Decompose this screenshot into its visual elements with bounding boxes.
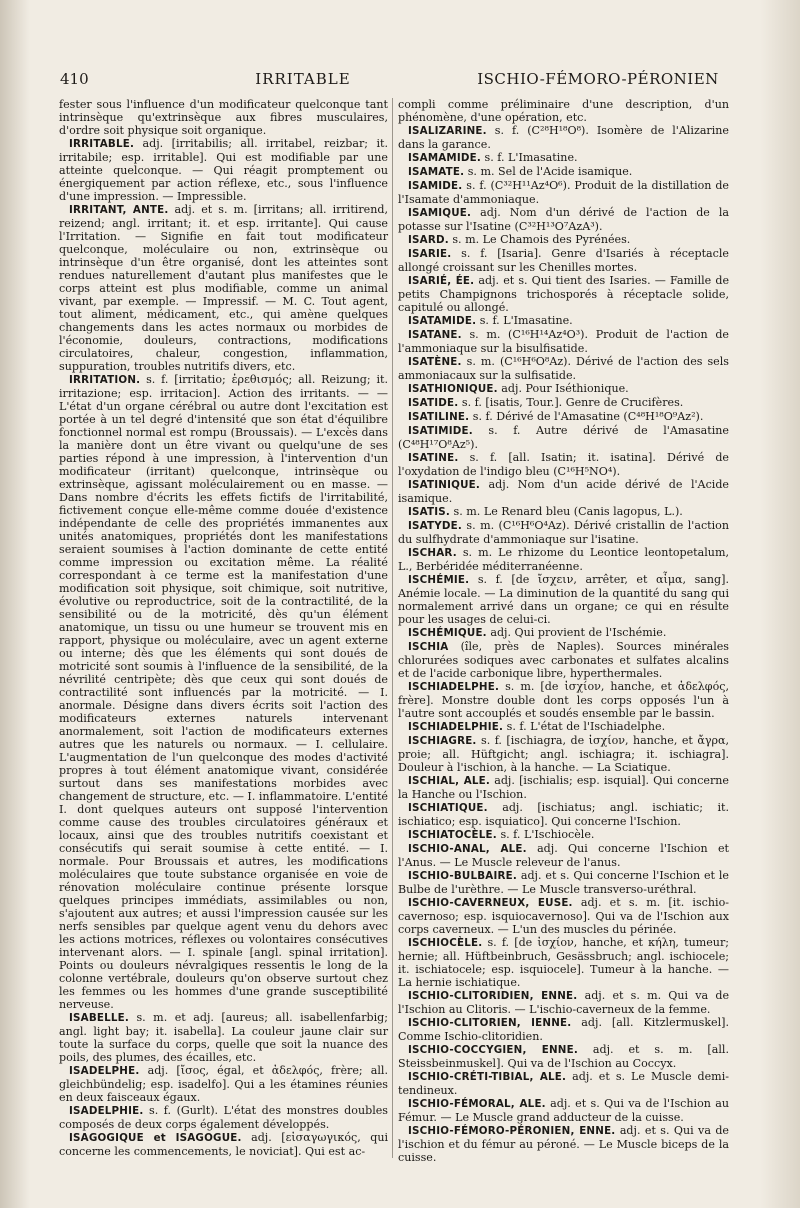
- entry-definition: adj. et s. Le Muscle demi-tendineux.: [398, 1070, 729, 1097]
- left-column: [59, 98, 388, 1158]
- entry-definition: adj. et s. Qui tient des Isaries. — Famille de petits Champignons trichosporés à réceptacle solide, capitulé ou allongé.: [398, 274, 730, 314]
- entry-definition: s. f. [de ἴσχειν, arrêter, et αἷμα, sang]. Anémie locale. — La diminution de la quantité du sang qui normalement arrivé dans un organe; ce qui en résulte pour les usages de celui-ci.: [398, 573, 729, 626]
- dictionary-entry: [398, 124, 729, 151]
- entry-definition: s. m. Sel de l'Acide isamique.: [467, 165, 633, 178]
- dictionary-entry: [398, 842, 729, 869]
- dictionary-entry: [398, 936, 729, 989]
- dictionary-entry: [398, 626, 729, 640]
- dictionary-entry: [398, 734, 729, 774]
- dictionary-entry: [398, 1070, 729, 1097]
- entry-definition: s. m. et adj. [aureus; all. isabellenfarbig; angl. light bay; it. isabella]. La couleur jaune clair sur toute la surface du corps, quelle que soit la nuance des poils, des plumes, des écailles, etc.: [59, 1011, 388, 1064]
- entry-definition: s. f. Dérivé de l'Amasatine (C⁴⁸H¹⁸O⁹Az²).: [472, 410, 704, 423]
- dictionary-entry: [398, 382, 729, 396]
- entry-headword: ISCHIO-ANAL, ALE.: [408, 843, 527, 855]
- dictionary-entry: [398, 410, 729, 424]
- dictionary-entry: [59, 98, 388, 137]
- entry-headword: ISATINIQUE.: [408, 479, 480, 491]
- dictionary-entry: [398, 355, 729, 382]
- entry-headword: ISCHIA: [408, 641, 449, 653]
- dictionary-entry: [59, 137, 388, 203]
- entry-definition: adj. Qui concerne l'Ischion et l'Anus. — Le Muscle releveur de l'anus.: [398, 842, 729, 869]
- entry-headword: ISATILINE.: [408, 411, 470, 423]
- entry-headword: ISATIDE.: [408, 397, 459, 409]
- entry-headword: ISCHIATIQUE.: [408, 802, 488, 814]
- page-number: 410: [60, 70, 89, 88]
- entry-headword: ISATIS.: [408, 506, 450, 518]
- dictionary-entry: [59, 203, 388, 373]
- entry-headword: ISATIMIDE.: [408, 425, 473, 437]
- entry-headword: ISCHIADELPHE.: [408, 681, 500, 693]
- entry-headword: ISABELLE.: [69, 1012, 129, 1024]
- entry-headword: ISCHIO-CLITORIDIEN, ENNE.: [408, 990, 578, 1002]
- dictionary-entry: [398, 989, 729, 1016]
- entry-definition: adj. et s. m. [irritans; all. irritirend, reizend; angl. irritant; it. et esp. irritante]. Qui cause l'Irritation. — Signifie en fait tout modificateur quelconque, moléculaire ou non, extrinsèque ou intrinsèque d'un être organisé, dont les atteintes sont rendues naturellement d'autant plus manifestes que le corps atteint est plus modifiable, comme un animal vivant, par exemple. — Impressif. — M. C. Tout agent, tout aliment, médicament, etc., qui amène quelques changements dans les actes normaux ou morbides de l'économie, douleurs, contractions, modifications circulatoires, chaleur, congestion, inflammation, suppuration, troubles nutritifs divers, etc.: [59, 203, 388, 373]
- dictionary-entry: [398, 720, 729, 734]
- dictionary-entry: [398, 1016, 729, 1043]
- entry-definition: s. m. (C¹⁶H⁶O⁴Az). Dérivé cristallin de l'action du sulfhydrate d'ammoniaque sur l'isatine.: [398, 519, 729, 546]
- dictionary-entry: [398, 328, 729, 355]
- dictionary-entry: [398, 1097, 729, 1124]
- dictionary-entry: [398, 314, 729, 328]
- entry-definition: adj. [ischialis; esp. isquial]. Qui concerne la Hanche ou l'Ischion.: [398, 774, 729, 801]
- entry-definition: adj. et s. m. [all. Steissbeinmuskel]. Qui va de l'Ischion au Coccyx.: [398, 1043, 729, 1070]
- dictionary-entry: [398, 546, 729, 573]
- entry-definition: adj. Qui provient de l'Ischémie.: [490, 626, 667, 639]
- entry-headword: IRRITANT, ANTE.: [69, 204, 169, 216]
- entry-definition: fester sous l'influence d'un modificateur quelconque tant intrinsèque qu'extrinsèque aux fibres musculaires, d'ordre soit physique soit organique.: [59, 98, 388, 137]
- dictionary-entry: [59, 1011, 388, 1064]
- entry-headword: ISAGOGIQUE et ISAGOGUE.: [69, 1132, 242, 1144]
- dictionary-entry: [398, 274, 729, 314]
- dictionary-entry: [59, 373, 388, 1011]
- entry-definition: s. f. [ischiagra, de ἰσχίον, hanche, et ἄγρα, proie; all. Hüftgicht; angl. ischiagra; it. ischiagra]. Douleur à l'ischion, à la hanche. — La Sciatique.: [398, 734, 729, 774]
- entry-definition: s. m. (C¹⁶H⁶O⁸Az). Dérivé de l'action des sels ammoniacaux sur la sulfisatide.: [398, 355, 729, 382]
- entry-definition: adj. [ischiatus; angl. ischiatic; it. ischiatico; esp. isquiatico]. Qui concerne l'Ischion.: [398, 801, 729, 828]
- dictionary-entry: [398, 869, 729, 896]
- entry-definition: s. m. Le Chamois des Pyrénées.: [452, 233, 631, 246]
- dictionary-entry: [398, 505, 729, 519]
- entry-definition: s. f. (Gurlt). L'état des monstres doubles composés de deux corps également développés.: [59, 1104, 389, 1131]
- entry-definition: adj. [εἰσαγωγικός, qui concerne les commencements, le noviciat]. Qui est ac-: [59, 1131, 389, 1158]
- entry-definition: compli comme préliminaire d'une description, d'un phénomène, d'une opération, etc.: [398, 98, 729, 124]
- entry-definition: adj. Pour Iséthionique.: [501, 382, 629, 395]
- dictionary-entry: [398, 233, 729, 247]
- entry-headword: ISADELPHE.: [69, 1065, 140, 1077]
- dictionary-entry: [398, 451, 729, 478]
- entry-headword: ISCHAR.: [408, 547, 457, 559]
- dictionary-entry: [398, 774, 729, 801]
- entry-headword: IRRITABLE.: [69, 138, 135, 150]
- entry-headword: ISATÈNE.: [408, 356, 462, 368]
- right-column: [398, 98, 729, 1164]
- dictionary-entry: [398, 1043, 729, 1070]
- entry-headword: ISAMIDE.: [408, 180, 463, 192]
- dictionary-entry: [398, 478, 729, 505]
- dictionary-entry: [398, 151, 729, 165]
- entry-headword: ISATHIONIQUE.: [408, 383, 498, 395]
- entry-headword: ISCHIO-CLITORIEN, IENNE.: [408, 1017, 572, 1029]
- entry-headword: ISCHIO-CAVERNEUX, EUSE.: [408, 897, 573, 909]
- entry-headword: ISCHIO-BULBAIRE.: [408, 870, 517, 882]
- entry-definition: adj. et s. m. [it. ischio-cavernoso; esp. isquiocavernoso]. Qui va de l'Ischion aux corps caverneux. — L'un des muscles du périnée.: [398, 896, 729, 936]
- entry-headword: ISARIE.: [408, 248, 452, 260]
- entry-headword: ISCHIAL, ALE.: [408, 775, 491, 787]
- entry-headword: ISCHÉMIE.: [408, 574, 470, 586]
- dictionary-entry: [59, 1131, 388, 1158]
- column-divider: [392, 98, 393, 1158]
- entry-headword: ISCHIO-CRÉTI-TIBIAL, ALE.: [408, 1071, 567, 1083]
- dictionary-entry: [398, 801, 729, 828]
- entry-headword: ISCHIO-FÉMORAL, ALE.: [408, 1098, 546, 1110]
- entry-definition: s. f. [de ἰσχίον, hanche, et κήλη, tumeur; hernie; all. Hüftbeinbruch, Gesässbruch; angl. ischiocele; it. ischiatocele; esp. isquiocele]. Tumeur à la hanche. — La hernie ischiatique.: [398, 936, 729, 989]
- entry-headword: ISCHIO-COCCYGIEN, ENNE.: [408, 1044, 578, 1056]
- entry-headword: IRRITATION.: [69, 374, 141, 386]
- entry-definition: s. m. (C¹⁶H¹⁴Az⁴O³). Produit de l'action de l'ammoniaque sur la bisulfisatide.: [398, 328, 729, 355]
- entry-headword: ISCHÉMIQUE.: [408, 627, 487, 639]
- left-running-head: IRRITABLE: [255, 70, 351, 88]
- entry-headword: ISAMIQUE.: [408, 207, 472, 219]
- dictionary-entry: [398, 573, 729, 626]
- entry-headword: ISALIZARINE.: [408, 125, 487, 137]
- dictionary-entry: [59, 1104, 388, 1131]
- entry-headword: ISAMATE.: [408, 166, 465, 178]
- entry-definition: s. f. [irritatio; ἐρεθισμός; all. Reizung; it. irritazione; esp. irritacion]. Action des irritants. — — L'état d'un organe cérébral ou autre dont l'excitation est portée à un tel degré d'intensité que son état d'équilibre fonctionnel normal est rompu (Broussais). — L'excès dans la manière dont un être vivant ou quelqu'une de ses parties répond à une impression, à l'intervention d'un modificateur (irritant) quelconque, intrinsèque ou extrinsèque, agissant moléculairement ou en masse. — Dans nombre d'écrits les effets fictifs de l'irritabilité, fictivement conçue elle-même comme douée d'existence indépendante de celle des propriétés immanentes aux unités anatomiques, propriétés dont les manifestations seraient soumises à l'action dominante de cette entité comme impression ou excitation même. La réalité correspondant à ce terme est la manifestation d'une modification soit physique, soit chimique, soit nutritive, évolutive ou reproductrice, soit de la contractilité, de la sensibilité ou de la motricité, dès qu'un élément anatomique, un tissu ou une humeur se trouvent mis en rapport, physique ou moléculaire, avec un agent externe ou interne; dès que les éléments qui sont doués de motricité sont soumis à l'influence de la sensibilité, de la névrilité centripète; dès que ceux qui sont doués de contractilité sont influencés par la motricité. — I. anormale. Désigne dans divers écrits soit l'action des modificateurs externes naturels intervenant anormalement, soit l'action de modificateurs externes autres que les naturels ou normaux. — I. cellulaire. L'augmentation de l'un quelconque des modes d'activité propres à tout élément anatomique vivant, considérée surtout dans ses manifestations morbides avec changement de structure, etc. — I. inflammatoire. L'entité I. dont quelques auteurs ont supposé l'intervention comme cause des troubles circulatoires généraux et locaux, ainsi que des troubles nutritifs coexistant et consécutifs qui serait soumise à cette entité. — I. normale. Pour Broussais et autres, les modifications moléculaires que toute substance organisée en voie de rénovation moléculaire continue présente lorsque quelques principes immédiats, assimilables ou non, s'ajoutent aux autres; et aussi l'impression causée sur les nerfs sensibles par quelque agent venu du dehors avec les actions motrices, réflexes ou volontaires consécutives intervenant alors. — I. spinale [angl. spinal irritation]. Points ou douleurs névralgiques ressentis le long de la colonne vertébrale, douleurs qu'on observe surtout chez les femmes ou les hommes d'une grande susceptibilité nerveuse.: [59, 373, 388, 1011]
- entry-definition: s. f. [all. Isatin; it. isatina]. Dérivé de l'oxydation de l'indigo bleu (C¹⁶H⁵NO⁴).: [398, 451, 730, 478]
- entry-headword: ISCHIADELPHIE.: [408, 721, 504, 733]
- dictionary-entry: [398, 519, 729, 546]
- entry-definition: adj. [irritabilis; all. irritabel, reizbar; it. irritabile; esp. irritable]. Qui est modifiable par une atteinte quelconque. — Qui réagit promptement ou énergiquement par action réflexe, etc., sous l'influence d'une impression. — Impressible.: [59, 137, 388, 203]
- dictionary-entry: [398, 424, 729, 451]
- entry-headword: ISATAMIDE.: [408, 315, 477, 327]
- entry-definition: s. f. [Isaria]. Genre d'Isariés à réceptacle allongé croissant sur les Chenilles mortes.: [398, 247, 730, 274]
- entry-definition: adj. et s. Qui va de l'Ischion au Fémur. — Le Muscle grand adducteur de la cuisse.: [398, 1097, 729, 1124]
- page-shadow-right: [760, 0, 800, 1208]
- dictionary-entry: [398, 896, 729, 936]
- entry-headword: ISCHIOCÈLE.: [408, 937, 483, 949]
- entry-definition: adj. et s. Qui concerne l'Ischion et le Bulbe de l'urèthre. — Le Muscle transverso-uréthral.: [398, 869, 730, 896]
- dictionary-entry: [398, 179, 729, 206]
- dictionary-entry: [398, 206, 729, 233]
- entry-headword: ISATYDE.: [408, 520, 462, 532]
- entry-definition: s. f. Autre dérivé de l'Amasatine (C⁴⁸H¹⁷O⁸Az⁵).: [398, 424, 729, 451]
- dictionary-entry: [398, 640, 729, 680]
- entry-headword: ISCHIATOCÈLE.: [408, 829, 497, 841]
- dictionary-entry: [398, 828, 729, 842]
- dictionary-entry: [398, 247, 729, 274]
- dictionary-entry: [398, 165, 729, 179]
- entry-definition: s. f. L'Imasatine.: [484, 151, 578, 164]
- running-header: [60, 70, 760, 92]
- dictionary-entry: [398, 396, 729, 410]
- dictionary-entry: [398, 98, 729, 124]
- entry-definition: adj. [all. Kitzlermuskel]. Comme Ischio-clitoridien.: [398, 1016, 730, 1043]
- entry-definition: s. f. [isatis, Tour.]. Genre de Crucifères.: [461, 396, 684, 409]
- entry-headword: ISATANE.: [408, 329, 462, 341]
- entry-headword: ISCHIAGRE.: [408, 735, 477, 747]
- entry-definition: (île, près de Naples). Sources minérales chlorurées sodiques avec carbonates et sulfates alcalins et de l'acide carbonique libre, hyperthermales.: [398, 640, 730, 680]
- entry-definition: adj. Nom d'un dérivé de l'action de la potasse sur l'Isatine (C³²H¹³O⁷AzA³).: [398, 206, 729, 233]
- right-running-head: ISCHIO-FÉMORO-PÉRONIEN: [477, 70, 719, 88]
- entry-definition: adj. et s. Qui va de l'ischion et du fémur au péroné. — Le Muscle biceps de la cuisse.: [398, 1124, 729, 1164]
- entry-definition: adj. [ἴσος, égal, et ἀδελφός, frère; all. gleichbündelig; esp. isadelfo]. Qui a les étamines réunies en deux faisceaux égaux.: [59, 1064, 388, 1104]
- page-shadow-left: [0, 0, 30, 1208]
- entry-definition: s. f. (C³²H¹¹Az⁴O⁶). Produit de la distillation de l'Isamate d'ammoniaque.: [398, 179, 729, 206]
- entry-definition: s. m. Le rhizome du Leontice leontopetalum, L., Berbéridée méditerranéenne.: [398, 546, 729, 573]
- entry-headword: ISAMAMIDE.: [408, 152, 482, 164]
- entry-headword: ISARD.: [408, 234, 449, 246]
- dictionary-entry: [398, 680, 729, 720]
- dictionary-entry: [398, 1124, 729, 1164]
- entry-headword: ISATINE.: [408, 452, 459, 464]
- entry-definition: s. f. (C²⁸H¹⁸O⁸). Isomère de l'Alizarine dans la garance.: [398, 124, 729, 151]
- entry-headword: ISADELPHIE.: [69, 1105, 144, 1117]
- entry-definition: s. m. Le Renard bleu (Canis lagopus, L.).: [453, 505, 683, 518]
- dictionary-entry: [59, 1064, 388, 1104]
- entry-headword: ISARIÉ, ÉE.: [408, 275, 475, 287]
- entry-definition: s. f. L'état de l'Ischiadelphe.: [506, 720, 666, 733]
- entry-definition: s. f. L'Imasatine.: [479, 314, 573, 327]
- entry-definition: s. f. L'Ischiocèle.: [500, 828, 595, 841]
- entry-definition: adj. Nom d'un acide dérivé de l'Acide isamique.: [398, 478, 729, 505]
- entry-headword: ISCHIO-FÉMORO-PÉRONIEN, ENNE.: [408, 1125, 616, 1137]
- entry-definition: s. m. [de ἰσχίον, hanche, et ἀδελφός, frère]. Monstre double dont les corps opposés l'un à l'autre sont accouplés et soudés ensemble par le bassin.: [398, 680, 729, 720]
- entry-definition: adj. et s. m. Qui va de l'Ischion au Clitoris. — L'ischio-caverneux de la femme.: [398, 989, 730, 1016]
